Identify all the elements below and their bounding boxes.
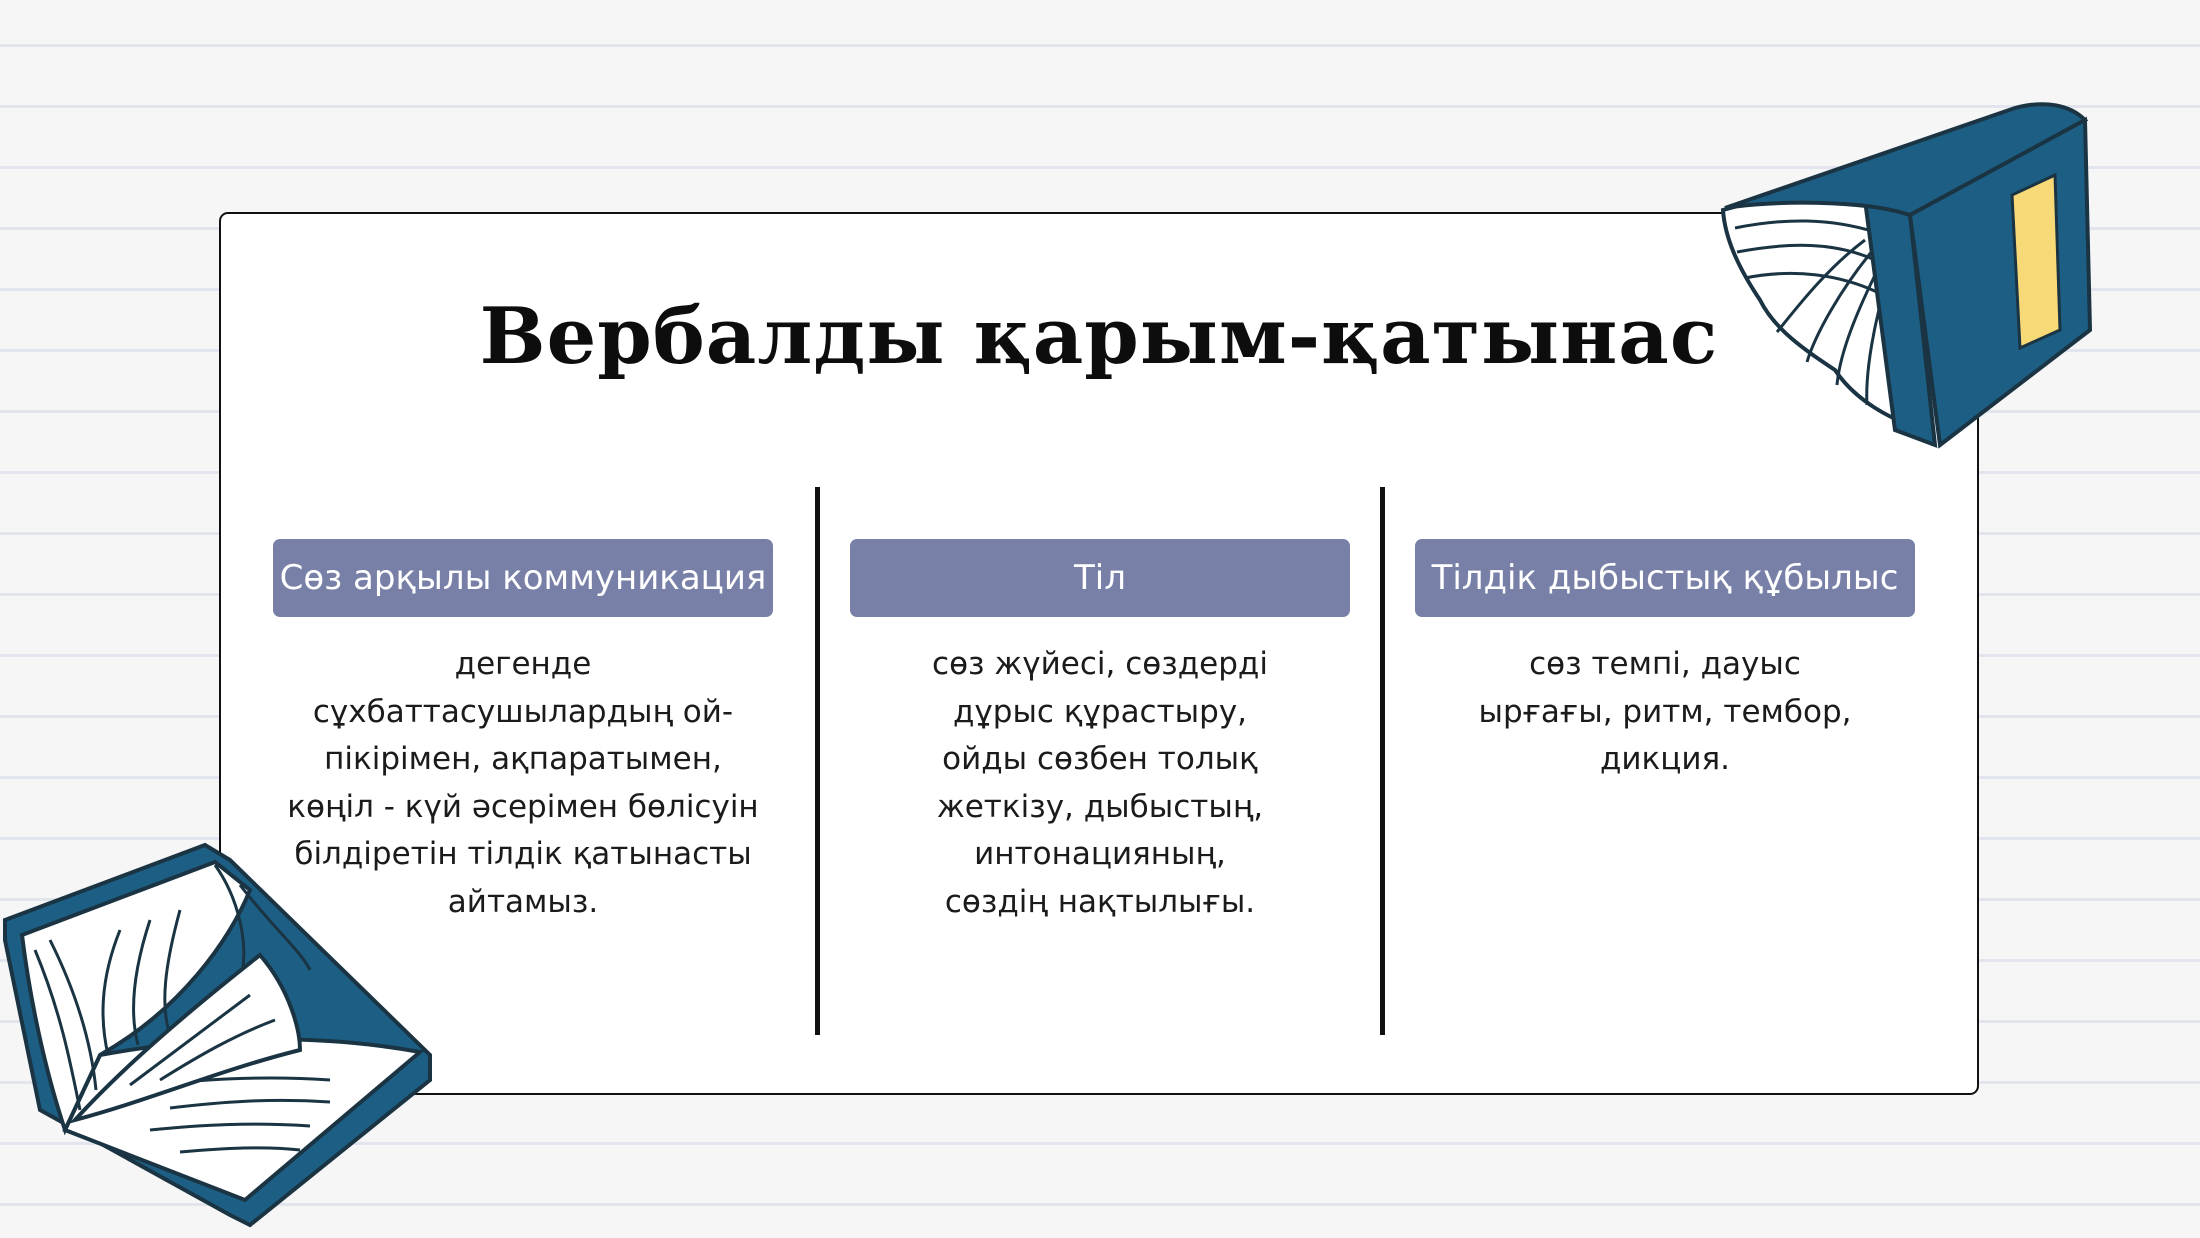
open-book-icon	[0, 840, 440, 1230]
text-line: жеткізу, дыбыстың,	[936, 788, 1264, 825]
text-line: пікірімен, ақпаратымен,	[324, 741, 722, 777]
column-text-language	[850, 641, 1350, 926]
text-line: сұхбаттасушылардың ой-	[312, 693, 734, 730]
column-label-speech-communication: Сөз арқылы коммуникация	[273, 539, 773, 617]
column-divider-right	[1380, 487, 1385, 1035]
text-line: ойды сөзбен толық	[942, 741, 1258, 777]
slide-title: Вербалды қарым-қатынас	[479, 291, 1719, 382]
text-line: дикция.	[1599, 741, 1731, 777]
column-divider-left	[815, 487, 820, 1035]
text-line: дегенде	[454, 646, 592, 682]
text-line: білдіретін тілдік қатынасты	[294, 836, 752, 872]
text-line: сөз жүйесі, сөздерді	[932, 646, 1268, 682]
text-line: интонацияның,	[974, 836, 1226, 872]
text-line: ырғағы, ритм, тембор,	[1478, 693, 1852, 730]
column-label-language: Тіл	[850, 539, 1350, 617]
text-line: сөздің нақтылығы.	[944, 883, 1256, 920]
closed-book-icon	[1715, 100, 2095, 455]
text-line: көңіл - күй әсерімен бөлісуін	[287, 788, 759, 825]
column-label-sound-phenomena: Тілдік дыбыстық құбылыс	[1415, 539, 1915, 617]
text-line: дұрыс құрастыру,	[952, 693, 1248, 730]
column-text-sound-phenomena	[1415, 641, 1915, 784]
text-line: сөз темпі, дауыс	[1529, 646, 1801, 682]
text-line: айтамыз.	[447, 883, 599, 920]
